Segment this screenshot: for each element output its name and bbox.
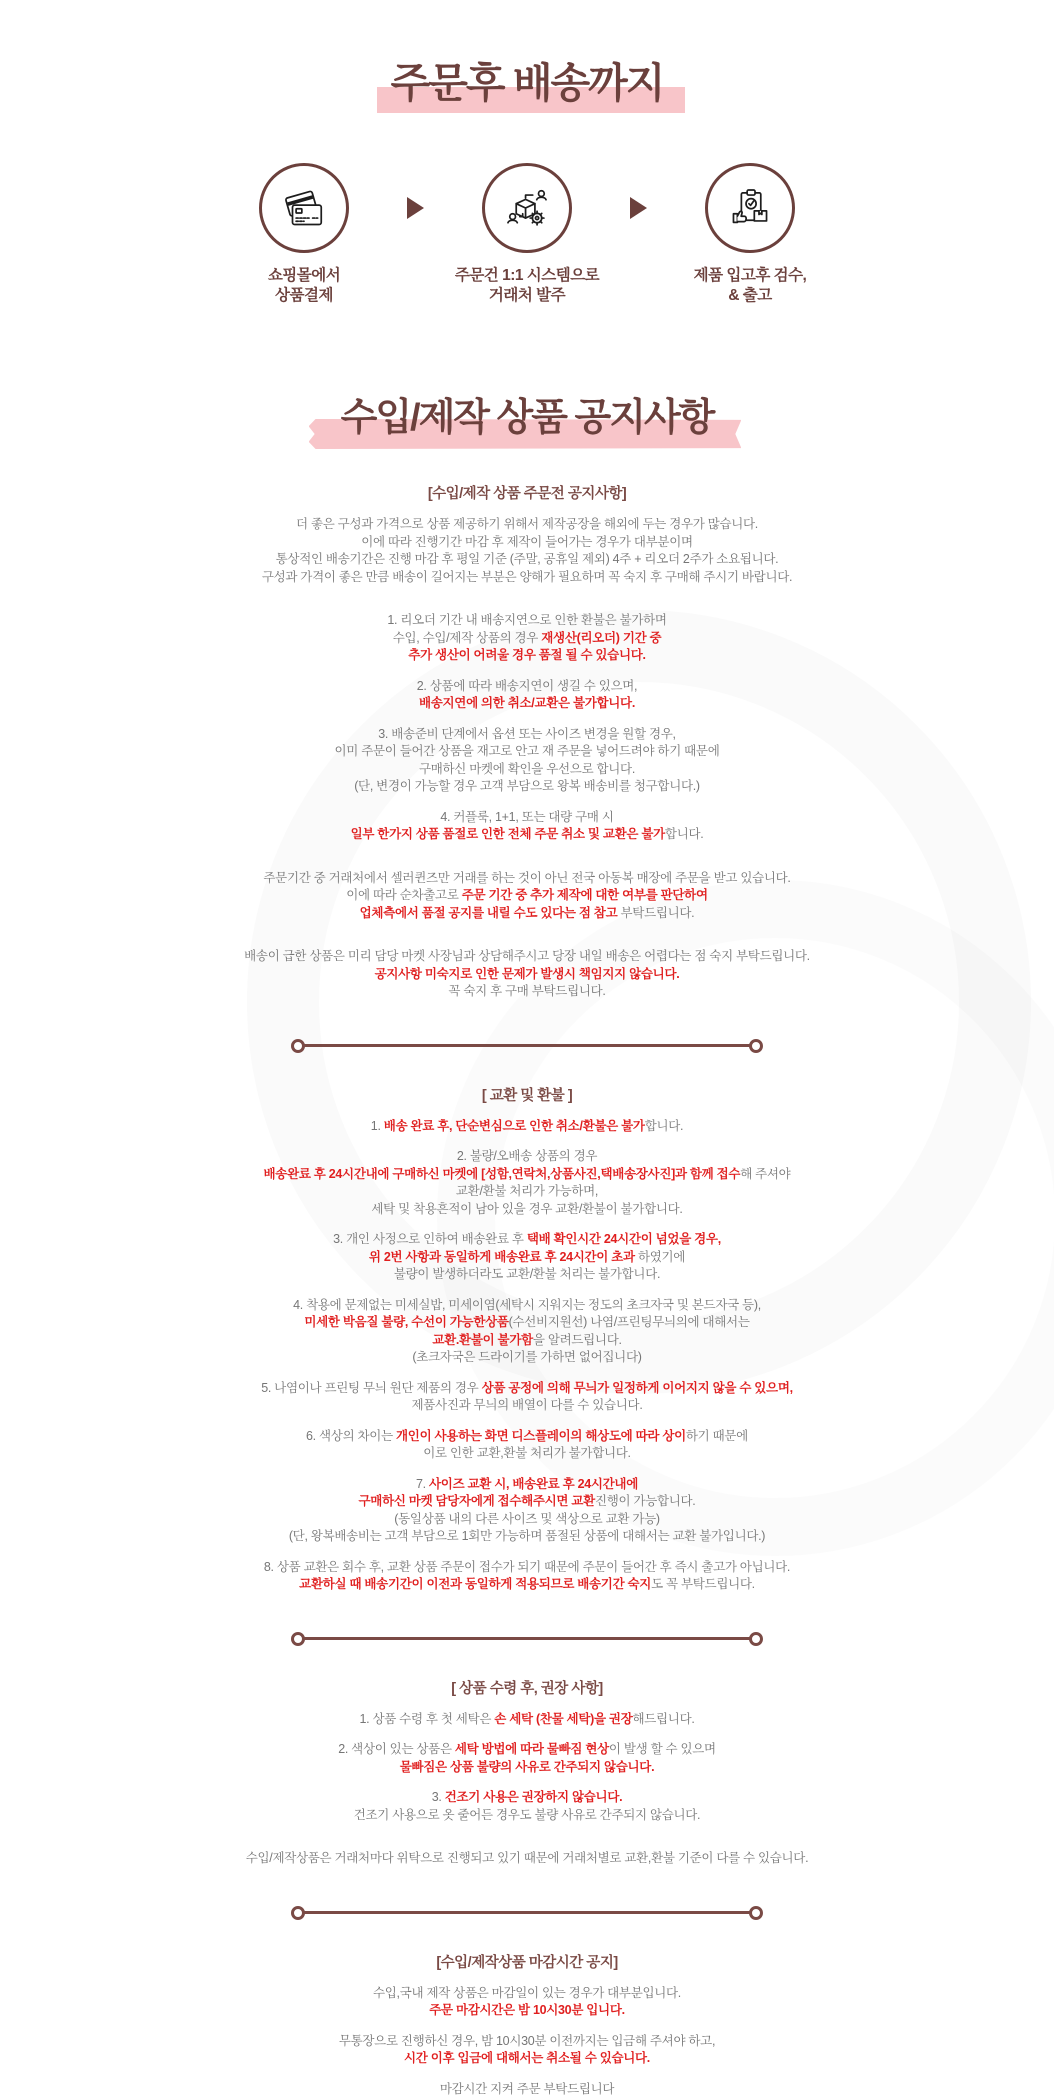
flow-title bbox=[177, 0, 877, 109]
divider-dot bbox=[291, 1906, 305, 1920]
body-text: 이로 인한 교환,환불 처리가 불가합니다. bbox=[423, 1446, 630, 1460]
text-line bbox=[177, 1297, 877, 1315]
emphasis-text: 주문 마감시간은 밤 10시30분 입니다. bbox=[429, 2003, 625, 2017]
body-text: 3. 개인 사정으로 인하여 배송완료 후 bbox=[333, 1232, 527, 1246]
notice-paragraph bbox=[177, 1148, 877, 1218]
flow-step-order-system bbox=[424, 163, 630, 306]
body-text: 제품사진과 무늬의 배열이 다를 수 있습니다. bbox=[412, 1398, 643, 1412]
emphasis-text: 구매하신 마켓 담당자에게 접수해주시면 교환 bbox=[359, 1494, 595, 1508]
notice-paragraph bbox=[177, 1380, 877, 1415]
notice-paragraph bbox=[177, 612, 877, 665]
body-text: [수입/제작상품 마감시간 공지] bbox=[436, 1955, 617, 1971]
notice-paragraph bbox=[177, 1428, 877, 1463]
body-text: 더 좋은 구성과 가격으로 상품 제공하기 위해서 제작공장을 해외에 두는 경우가 많습니다. bbox=[296, 517, 758, 531]
emphasis-text: 물빠짐은 상품 불량의 사유로 간주되지 않습니다. bbox=[400, 1760, 655, 1774]
caption-line: 쇼핑몰에서 bbox=[201, 266, 407, 286]
notice-title-text: 수입/제작 상품 공지사항 bbox=[335, 386, 720, 441]
text-line bbox=[177, 983, 877, 1001]
body-text: 8. 상품 교환은 회수 후, 교환 상품 주문이 접수가 되기 때문에 주문이 들어간 후 즉시 출고가 아닙니다. bbox=[264, 1560, 790, 1574]
section-divider bbox=[291, 1632, 763, 1646]
divider-line bbox=[304, 1044, 750, 1047]
body-text: 수입/제작상품은 거래처마다 위탁으로 진행되고 있기 때문에 거래처별로 교환,환불 기준이 다를 수 있습니다. bbox=[246, 1851, 809, 1865]
notice-paragraph bbox=[177, 516, 877, 586]
emphasis-text: 배송완료 후 24시간내에 구매하신 마켓에 [성함,연락처,상품사진,택배송장사진]과 함께 접수 bbox=[264, 1167, 741, 1181]
section-heading bbox=[177, 1954, 877, 1972]
body-text: 구매하신 마켓에 확인을 우선으로 합니다. bbox=[419, 762, 635, 776]
emphasis-text: 세탁 방법에 따라 물빠짐 현상 bbox=[455, 1742, 609, 1756]
text-line bbox=[177, 612, 877, 630]
divider-line bbox=[304, 1911, 750, 1914]
notice-paragraph bbox=[177, 1985, 877, 2020]
body-text: 수입,국내 제작 상품은 마감일이 있는 경우가 대부분입니다. bbox=[373, 1986, 681, 2000]
body-text: [수입/제작 상품 주문전 공지사항] bbox=[428, 486, 626, 502]
emphasis-text: 재생산(리오더) 기간 중 bbox=[541, 631, 661, 645]
notice-paragraph bbox=[177, 2033, 877, 2068]
body-text: (초크자국은 드라이기를 가하면 없어집니다) bbox=[412, 1350, 641, 1364]
text-line bbox=[177, 551, 877, 569]
flow-step-payment bbox=[201, 163, 407, 306]
text-line bbox=[177, 1201, 877, 1219]
divider-dot bbox=[749, 1632, 763, 1646]
text-line bbox=[177, 1183, 877, 1201]
body-text: 세탁 및 착용흔적이 남아 있을 경우 교환/환불이 불가합니다. bbox=[371, 1202, 682, 1216]
body-text: 2. 상품에 따라 배송지연이 생길 수 있으며, bbox=[417, 679, 637, 693]
emphasis-text: 업체측에서 품절 공지를 내릴 수도 있다는 점 참고 bbox=[360, 906, 618, 920]
body-text: 해드립니다. bbox=[632, 1712, 694, 1726]
body-text: 하기 때문에 bbox=[686, 1429, 748, 1443]
text-line bbox=[177, 695, 877, 713]
flow-step-caption bbox=[647, 266, 853, 306]
emphasis-text: 손 세탁 (찬물 세탁)을 권장 bbox=[494, 1712, 632, 1726]
notice-paragraph bbox=[177, 1297, 877, 1367]
body-text: 하였기에 bbox=[635, 1250, 685, 1264]
arrow-right-icon bbox=[407, 197, 424, 219]
notice-paragraph bbox=[177, 1711, 877, 1729]
emphasis-text: 추가 생산이 어려울 경우 품절 될 수 있습니다. bbox=[408, 648, 645, 662]
emphasis-text: 공지사항 미숙지로 인한 문제가 발생시 책임지지 않습니다. bbox=[375, 967, 680, 981]
text-line bbox=[177, 778, 877, 796]
body-text: 무통장으로 진행하신 경우, 밤 10시30분 이전까지는 입금해 주셔야 하고, bbox=[339, 2034, 715, 2048]
body-text: 을 알려드립니다. bbox=[533, 1333, 622, 1347]
body-text: 3. 배송준비 단계에서 옵션 또는 사이즈 변경을 원할 경우, bbox=[378, 727, 675, 741]
body-text: 이미 주문이 들어간 상품을 재고로 안고 재 주문을 넣어드려야 하기 때문에 bbox=[335, 744, 720, 758]
caption-line: 상품결제 bbox=[201, 286, 407, 306]
flow-step-inspection bbox=[647, 163, 853, 306]
notice-paragraph bbox=[177, 1231, 877, 1284]
text-line bbox=[177, 1559, 877, 1577]
text-line bbox=[177, 1759, 877, 1777]
credit-card-icon bbox=[259, 163, 349, 253]
text-line bbox=[177, 1266, 877, 1284]
text-line bbox=[177, 1349, 877, 1367]
body-text: 5. 나염이나 프린팅 무늬 원단 제품의 경우 bbox=[261, 1381, 481, 1395]
divider-dot bbox=[749, 1039, 763, 1053]
caption-line: & 출고 bbox=[647, 286, 853, 306]
order-system-icon bbox=[482, 163, 572, 253]
body-text: 2. 색상이 있는 상품은 bbox=[338, 1742, 455, 1756]
body-text: 7. bbox=[416, 1477, 429, 1491]
notice-paragraph bbox=[177, 726, 877, 796]
body-text: 1. bbox=[371, 1119, 384, 1133]
body-text: 6. 색상의 차이는 bbox=[306, 1429, 396, 1443]
text-line bbox=[177, 966, 877, 984]
body-text: (수선비지원선) 나염/프린팅무늬의에 대해서는 bbox=[509, 1315, 750, 1329]
text-line bbox=[177, 1476, 877, 1494]
text-line bbox=[177, 2002, 877, 2020]
body-text: 불량이 발생하더라도 교환/환불 처리는 불가합니다. bbox=[394, 1267, 660, 1281]
text-line bbox=[177, 1397, 877, 1415]
notice-paragraph bbox=[177, 1476, 877, 1546]
text-line bbox=[177, 887, 877, 905]
emphasis-text: 일부 한가지 상품 품절로 인한 전체 주문 취소 및 교환은 불가 bbox=[351, 827, 665, 841]
body-text: 이에 따라 순차출고로 bbox=[346, 888, 462, 902]
emphasis-text: 배송 완료 후, 단순변심으로 인한 취소/환불은 불가 bbox=[384, 1119, 645, 1133]
body-text: [ 상품 수령 후, 권장 사항] bbox=[451, 1681, 602, 1697]
text-line bbox=[177, 2033, 877, 2051]
body-text: 1. 리오더 기간 내 배송지연으로 인한 환불은 불가하며 bbox=[387, 613, 666, 627]
notice-paragraph bbox=[177, 1559, 877, 1594]
text-line bbox=[177, 534, 877, 552]
body-text: 배송이 급한 상품은 미리 담당 마켓 사장님과 상담해주시고 당장 내일 배송은 어렵다는 점 숙지 부탁드립니다. bbox=[244, 949, 810, 963]
text-line bbox=[177, 1711, 877, 1729]
notice-paragraph bbox=[177, 948, 877, 1001]
text-line bbox=[177, 2050, 877, 2068]
text-line bbox=[177, 678, 877, 696]
notice-paragraph bbox=[177, 1118, 877, 1136]
body-text: 4. 커플룩, 1+1, 또는 대량 구매 시 bbox=[440, 810, 613, 824]
inspection-icon bbox=[705, 163, 795, 253]
section-heading bbox=[177, 485, 877, 503]
notice-paragraph bbox=[177, 809, 877, 844]
notice-title bbox=[177, 386, 877, 441]
text-line bbox=[177, 1954, 877, 1972]
text-line bbox=[177, 1428, 877, 1446]
notice-paragraph bbox=[177, 870, 877, 923]
body-text: 해 주셔야 bbox=[740, 1167, 790, 1181]
text-line bbox=[177, 1789, 877, 1807]
text-line bbox=[177, 948, 877, 966]
body-text: 구성과 가격이 좋은 만큼 배송이 길어지는 부분은 양해가 필요하며 꼭 숙지 후 구매해 주시기 바랍니다. bbox=[262, 570, 792, 584]
text-line bbox=[177, 743, 877, 761]
text-line bbox=[177, 809, 877, 827]
section-heading bbox=[177, 1680, 877, 1698]
body-text: 2. 불량/오배송 상품의 경우 bbox=[457, 1149, 597, 1163]
flow-title-text: 주문후 배송까지 bbox=[385, 50, 670, 109]
text-line bbox=[177, 826, 877, 844]
body-text: 3. bbox=[432, 1790, 445, 1804]
text-line bbox=[177, 1680, 877, 1698]
text-line bbox=[177, 1118, 877, 1136]
emphasis-text: 위 2번 사항과 동일하게 배송완료 후 24시간이 초과 bbox=[369, 1250, 635, 1264]
text-line bbox=[177, 761, 877, 779]
notice-paragraph bbox=[177, 1741, 877, 1776]
emphasis-text: 교환.환불이 불가함 bbox=[432, 1333, 533, 1347]
body-text: (동일상품 내의 다른 사이즈 및 색상으로 교환 가능) bbox=[394, 1512, 659, 1526]
body-text: 수입, 수입/제작 상품의 경우 bbox=[393, 631, 542, 645]
text-line bbox=[177, 726, 877, 744]
text-line bbox=[177, 1249, 877, 1267]
body-text: 교환/환불 처리가 가능하며, bbox=[456, 1184, 598, 1198]
text-line bbox=[177, 1166, 877, 1184]
text-line bbox=[177, 485, 877, 503]
text-line bbox=[177, 1741, 877, 1759]
body-text: 이 발생 할 수 있으며 bbox=[609, 1742, 716, 1756]
text-line bbox=[177, 630, 877, 648]
body-text: 도 꼭 부탁드립니다. bbox=[651, 1577, 755, 1591]
text-line bbox=[177, 516, 877, 534]
text-line bbox=[177, 1380, 877, 1398]
text-line bbox=[177, 569, 877, 587]
flow-step-caption bbox=[424, 266, 630, 306]
body-text: [ 교환 및 환불 ] bbox=[482, 1088, 572, 1104]
flow-step-caption bbox=[201, 266, 407, 306]
emphasis-text: 사이즈 교환 시, 배송완료 후 24시간내에 bbox=[429, 1477, 638, 1491]
order-flow-steps bbox=[177, 163, 877, 306]
body-text: 꼭 숙지 후 구매 부탁드립니다. bbox=[448, 984, 605, 998]
divider-dot bbox=[749, 1906, 763, 1920]
body-text: 마감시간 지켜 주문 부탁드립니다 bbox=[440, 2082, 614, 2096]
divider-line bbox=[304, 1637, 750, 1640]
caption-line: 주문건 1:1 시스템으로 bbox=[424, 266, 630, 286]
section-divider bbox=[291, 1039, 763, 1053]
arrow-right-icon bbox=[630, 197, 647, 219]
body-text: 이에 따라 진행기간 마감 후 제작이 들어가는 경우가 대부분이며 bbox=[361, 535, 693, 549]
body-text: 1. 상품 수령 후 첫 세탁은 bbox=[359, 1712, 494, 1726]
divider-dot bbox=[291, 1039, 305, 1053]
text-line bbox=[177, 647, 877, 665]
text-line bbox=[177, 1332, 877, 1350]
body-text: 4. 착용에 문제없는 미세실밥, 미세이염(세탁시 지워지는 정도의 초크자국 및 본드자국 등), bbox=[293, 1298, 761, 1312]
body-text: 통상적인 배송기간은 진행 마감 후 평일 기준 (주말, 공휴일 제외) 4주 + 리오더 2주가 소요됩니다. bbox=[276, 552, 779, 566]
text-line bbox=[177, 870, 877, 888]
caption-line: 제품 입고후 검수, bbox=[647, 266, 853, 286]
text-line bbox=[177, 1445, 877, 1463]
emphasis-text: 택배 확인시간 24시간이 넘었을 경우, bbox=[527, 1232, 721, 1246]
notice-blocks bbox=[177, 485, 877, 2098]
text-line bbox=[177, 1985, 877, 2003]
emphasis-text: 교환하실 때 배송기간이 이전과 동일하게 적용되므로 배송기간 숙지 bbox=[299, 1577, 651, 1591]
body-text: (단, 변경이 가능할 경우 고객 부담으로 왕복 배송비를 청구합니다.) bbox=[354, 779, 700, 793]
emphasis-text: 건조기 사용은 권장하지 않습니다. bbox=[445, 1790, 623, 1804]
emphasis-text: 상품 공정에 의해 무늬가 일정하게 이어지지 않을 수 있으며, bbox=[482, 1381, 793, 1395]
emphasis-text: 주문 기간 중 추가 제작에 대한 여부를 판단하여 bbox=[462, 888, 708, 902]
section-divider bbox=[291, 1906, 763, 1920]
text-line bbox=[177, 2081, 877, 2098]
notice-paragraph bbox=[177, 2081, 877, 2098]
body-text: 부탁드립니다. bbox=[617, 906, 694, 920]
text-line bbox=[177, 1087, 877, 1105]
text-line bbox=[177, 1576, 877, 1594]
text-line bbox=[177, 1493, 877, 1511]
text-line bbox=[177, 1148, 877, 1166]
text-line bbox=[177, 1314, 877, 1332]
product-notice-page bbox=[177, 0, 877, 2030]
text-line bbox=[177, 1807, 877, 1825]
emphasis-text: 개인이 사용하는 화면 디스플레이의 해상도에 따라 상이 bbox=[396, 1429, 686, 1443]
notice-paragraph bbox=[177, 1850, 877, 1868]
section-heading bbox=[177, 1087, 877, 1105]
emphasis-text: 배송지연에 의한 취소/교환은 불가합니다. bbox=[419, 696, 635, 710]
emphasis-text: 미세한 박음질 불량, 수선이 가능한상품 bbox=[304, 1315, 508, 1329]
text-line bbox=[177, 1511, 877, 1529]
body-text: 진행이 가능합니다. bbox=[595, 1494, 696, 1508]
text-line bbox=[177, 1528, 877, 1546]
caption-line: 거래처 발주 bbox=[424, 286, 630, 306]
emphasis-text: 시간 이후 입금에 대해서는 취소될 수 있습니다. bbox=[404, 2051, 650, 2065]
text-line bbox=[177, 1850, 877, 1868]
body-text: 합니다. bbox=[645, 1119, 684, 1133]
text-line bbox=[177, 905, 877, 923]
notice-paragraph bbox=[177, 678, 877, 713]
body-text: 합니다. bbox=[665, 827, 704, 841]
body-text: 주문기간 중 거래처에서 셀러퀸즈만 거래를 하는 것이 아닌 전국 아동복 매장에 주문을 받고 있습니다. bbox=[263, 871, 790, 885]
body-text: 건조기 사용으로 옷 줄어든 경우도 불량 사유로 간주되지 않습니다. bbox=[354, 1808, 700, 1822]
notice-paragraph bbox=[177, 1789, 877, 1824]
text-line bbox=[177, 1231, 877, 1249]
body-text: (단, 왕복배송비는 고객 부담으로 1회만 가능하며 품절된 상품에 대해서는 교환 불가입니다.) bbox=[289, 1529, 765, 1543]
divider-dot bbox=[291, 1632, 305, 1646]
